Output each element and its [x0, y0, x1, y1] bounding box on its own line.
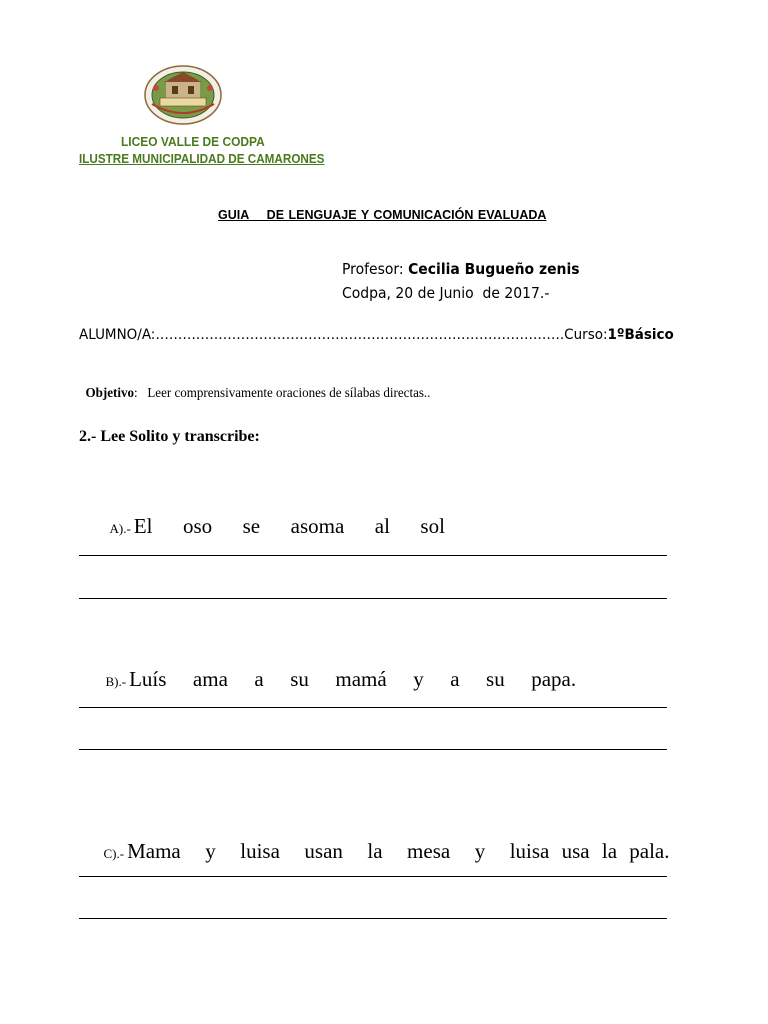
exercise-c-sentence	[79, 814, 670, 864]
exercise-c-marker: C).-	[103, 846, 125, 861]
objective-label: Objetivo	[85, 386, 134, 401]
exercise-a-marker: A).-	[109, 521, 131, 536]
school-seal-logo	[142, 64, 224, 126]
teacher-line	[342, 260, 580, 278]
course-value: 1ºBásico	[607, 327, 674, 343]
document-title: GUIA DE LENGUAJE Y COMUNICACIÓN EVALUADA	[218, 208, 547, 222]
exercise-a-text: El oso se asoma al sol	[133, 514, 445, 538]
teacher-label: Profesor:	[342, 260, 404, 278]
writing-line[interactable]	[79, 707, 667, 708]
exercise-c-text: Mama y luisa usan la mesa y luisa usa la pala.	[127, 839, 670, 863]
exercise-a-sentence	[79, 489, 445, 539]
school-name: LICEO VALLE DE CODPA	[121, 134, 265, 149]
instruction-heading: 2.- Lee Solito y transcribe:	[79, 428, 260, 445]
exercise-b-text: Luís ama a su mamá y a su papa.	[129, 667, 577, 691]
exercise-b-marker: B).-	[105, 674, 127, 689]
objective-line	[79, 370, 430, 402]
writing-line[interactable]	[79, 555, 667, 556]
student-label: ALUMNO/A:……………………………………………………………………………….Curso:	[79, 327, 608, 343]
writing-line[interactable]	[79, 918, 667, 919]
teacher-name: Cecilia Bugueño zenis	[408, 260, 580, 278]
writing-line[interactable]	[79, 876, 667, 877]
exercise-b-sentence	[79, 642, 576, 692]
objective-text: : Leer comprensivamente oraciones de sílabas directas..	[133, 386, 431, 401]
writing-line[interactable]	[79, 598, 667, 599]
student-line	[79, 327, 674, 343]
municipality-name: ILUSTRE MUNICIPALIDAD DE CAMARONES	[79, 151, 325, 166]
date-line: Codpa, 20 de Junio de 2017.-	[342, 284, 550, 302]
writing-line[interactable]	[79, 749, 667, 750]
